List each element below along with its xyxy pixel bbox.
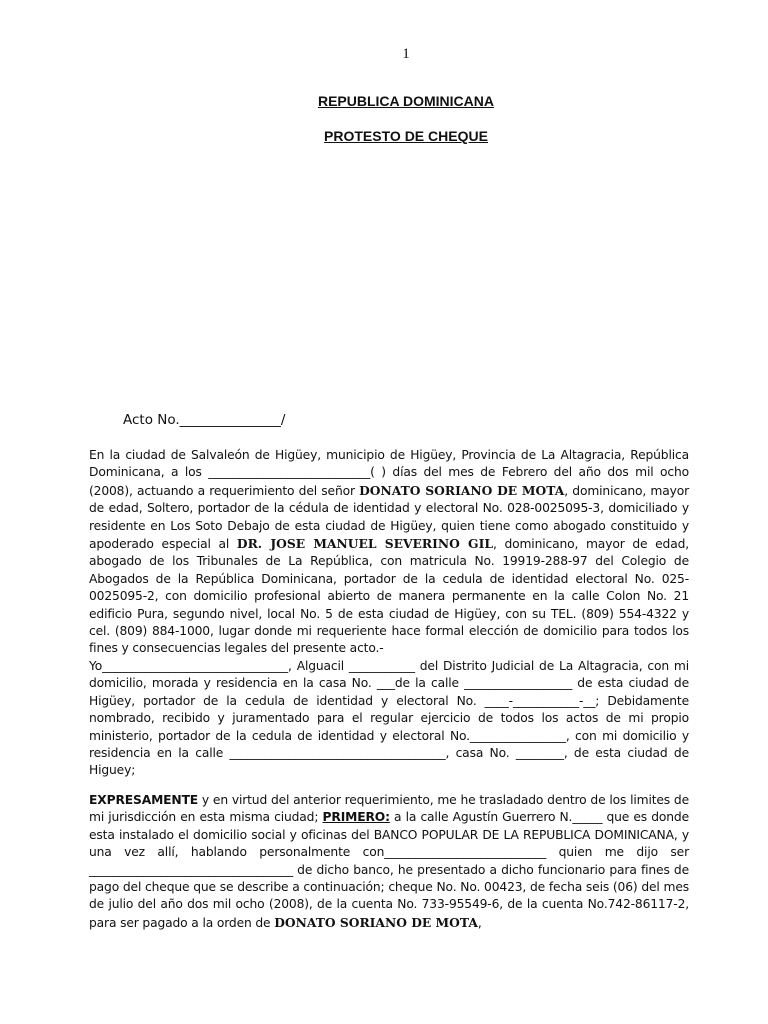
alguacil-paragraph: Yo_______________________________, Alguacil ___________ del Distrito Judicial de La Altagracia, con mi domicilio, morada y residencia en la casa No. ___de la calle __________________ de esta ciudad de Higüey, portador de la cedula de identidad y electoral No. ____-___________-__; Debidamente nombrado, recibido y juramentado para el regular ejercicio de todos los actos de mi propio ministerio, portador de la cedula de identidad y electoral No.________________, con mi domicilio y residencia en la calle ____________________________________, casa No. ________, de esta ciudad de Higuey; bbox=[89, 658, 689, 778]
expresamente-label: EXPRESAMENTE bbox=[89, 793, 199, 807]
text-run: y en virtud del anterior requerimiento, me he trasladado dentro de los limites de mi jurisdicción en esta misma ciudad; bbox=[89, 793, 689, 825]
text-run: , dominicano, mayor de edad, abogado de los Tribunales de La República, con matricula No. 19919-288-97 del Colegio de Abogados de la República Dominicana, portador de la cedula de identidad electoral No. 025-0025095-2, con domicilio profesional abierto de manera permanente en la calle Colon No. 21 edificio Pura, segundo nivel, local No. 5 de esta ciudad de Higüey, con su TEL. (809) 554-4322 y cel. (809) 884-1000, lugar donde mi requeriente hace formal elección de domicilio para todos los fines y consecuencias legales del presente acto.- bbox=[89, 537, 689, 656]
text-run: , bbox=[477, 915, 482, 930]
paragraph-requerimiento bbox=[89, 447, 689, 780]
text-run: a la calle Agustín Guerrero N._____ que es donde esta instalado el domicilio social y oficinas del BANCO POPULAR DE LA REPUBLICA DOMINICANA, y una vez allí, hablando personalmente con___________________________ quien me dijo ser __________________________________ de dicho banco, he presentado a dicho funcionario para fines de pago del cheque que se describe a continuación; cheque No. No. 00423, de fecha seis (06) del mes de julio del año dos mil ocho (2008), de la cuenta No. 733-95549-6, de la cuenta No.742-86117-2, para ser pagado a la orden de bbox=[89, 810, 689, 930]
document-subtitle: PROTESTO DE CHEQUE bbox=[324, 128, 488, 144]
text-run: En la ciudad de Salvaleón de Higüey, municipio de Higüey, Provincia de La Altagracia, República Dominicana, a los ___________________________( ) días del mes de Febrero del año dos mil ocho (2008), actuando a requerimiento del señor bbox=[89, 448, 689, 498]
paragraph-expresamente bbox=[89, 792, 689, 932]
page-number: 1 bbox=[402, 46, 410, 62]
acto-number: Acto No._______________/ bbox=[123, 412, 286, 428]
beneficiario-name: DONATO SORIANO DE MOTA bbox=[274, 914, 478, 930]
primero-label: PRIMERO: bbox=[322, 810, 390, 825]
abogado-name: DR. JOSE MANUEL SEVERINO GIL bbox=[236, 536, 493, 552]
text-run: , dominicano, mayor de edad, Soltero, portador de la cédula de identidad y electoral No. 028-0025095-3, domiciliado y residente en Los Soto Debajo de esta ciudad de Higüey, quien tiene como abogado constituido y apoderado especial al bbox=[89, 483, 689, 552]
document-title: REPUBLICA DOMINICANA bbox=[317, 93, 495, 109]
requiriente-name: DONATO SORIANO DE MOTA bbox=[359, 482, 565, 498]
